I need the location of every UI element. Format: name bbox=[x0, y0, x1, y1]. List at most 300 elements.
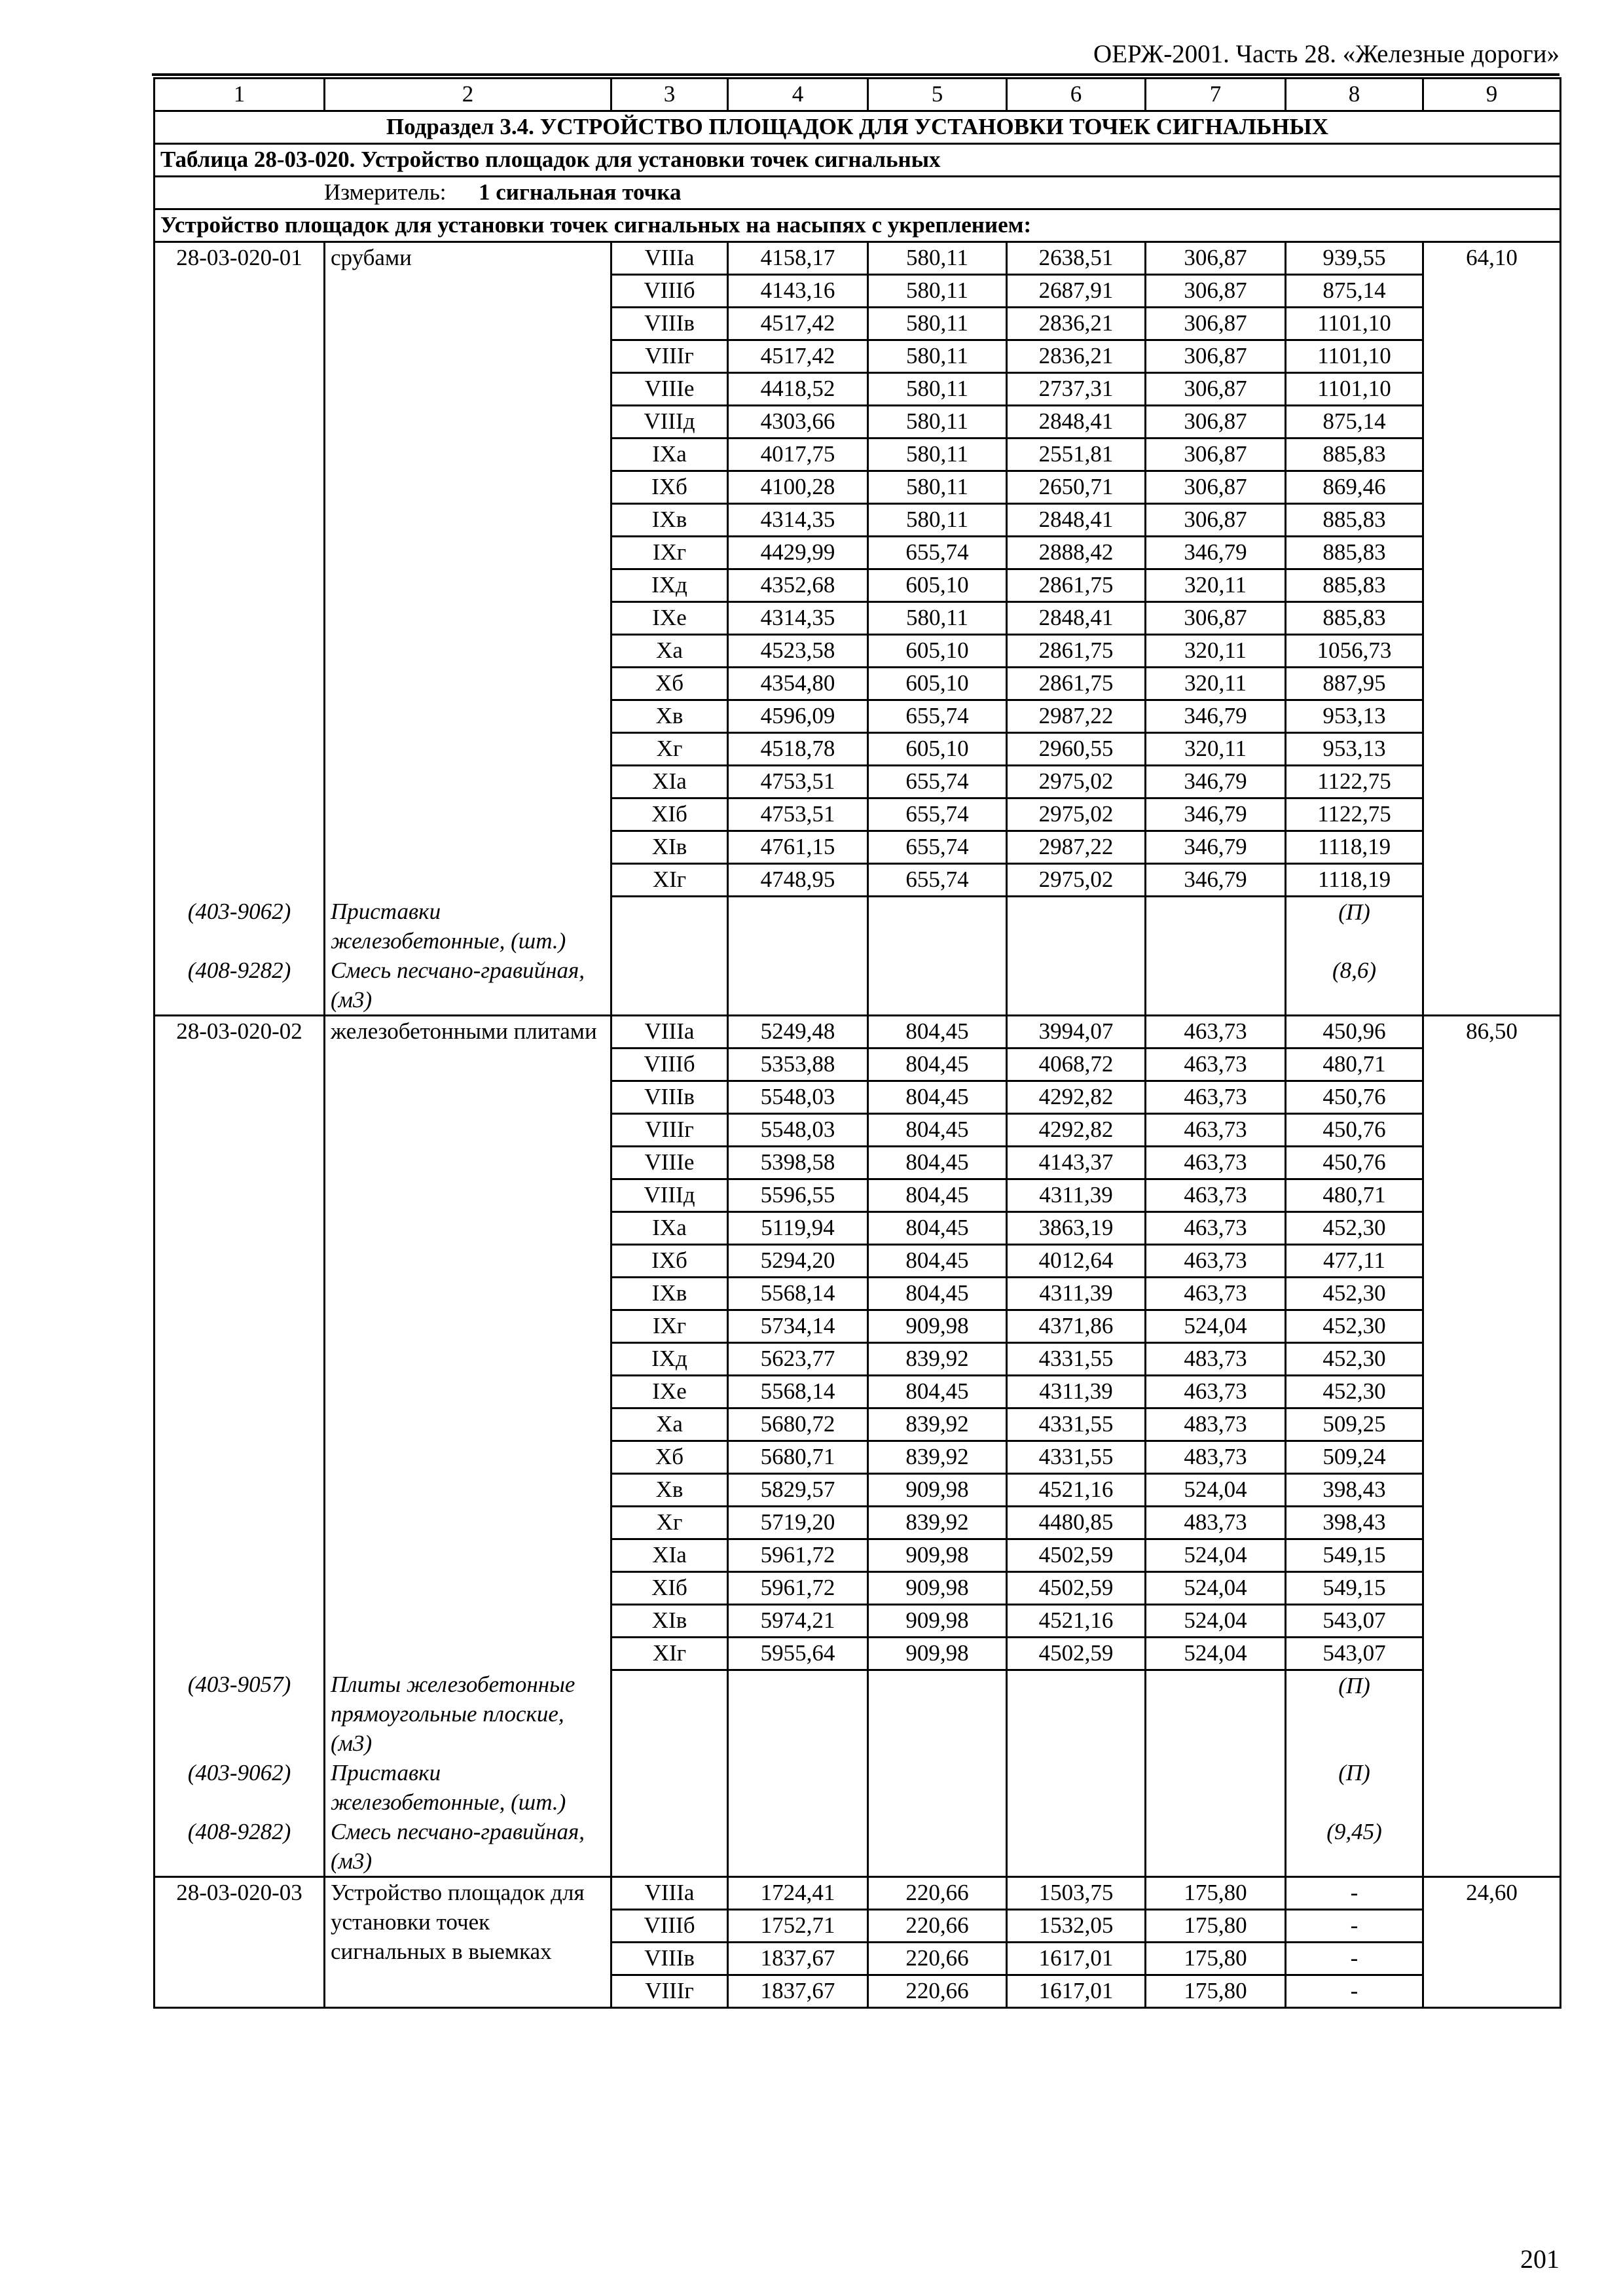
value-cell: 804,45 bbox=[868, 1015, 1007, 1048]
empty-cell bbox=[728, 897, 868, 956]
empty-cell bbox=[1007, 1817, 1146, 1877]
category-cell: IXд bbox=[611, 1342, 728, 1375]
column-number: 2 bbox=[325, 79, 611, 111]
subsection-row bbox=[155, 111, 1561, 144]
value-cell: 4314,35 bbox=[728, 602, 868, 635]
value-cell: 483,73 bbox=[1146, 1342, 1286, 1375]
value-cell: 1837,67 bbox=[728, 1975, 868, 2008]
value-cell: 580,11 bbox=[868, 406, 1007, 439]
value-cell: 953,13 bbox=[1286, 733, 1423, 766]
column-number: 3 bbox=[611, 79, 728, 111]
value-cell: 5974,21 bbox=[728, 1604, 868, 1637]
page-number: 201 bbox=[1520, 2244, 1559, 2274]
value-cell: 306,87 bbox=[1146, 373, 1286, 406]
empty-cell bbox=[728, 1758, 868, 1817]
value-cell: 580,11 bbox=[868, 504, 1007, 537]
value-cell: 483,73 bbox=[1146, 1441, 1286, 1473]
value-cell: 543,07 bbox=[1286, 1604, 1423, 1637]
note-code: (408-9282) bbox=[155, 956, 325, 1016]
value-cell: 463,73 bbox=[1146, 1244, 1286, 1277]
value-cell: 346,79 bbox=[1146, 864, 1286, 897]
column-number: 1 bbox=[155, 79, 325, 111]
value-cell: 605,10 bbox=[868, 635, 1007, 668]
value-cell: 175,80 bbox=[1146, 1877, 1286, 1910]
empty-cell bbox=[728, 956, 868, 1016]
value-cell: 1503,75 bbox=[1007, 1877, 1146, 1910]
empty-cell bbox=[868, 897, 1007, 956]
category-cell: XIа bbox=[611, 1539, 728, 1571]
meter-cell bbox=[155, 177, 1561, 209]
note-code: (403-9057) bbox=[155, 1670, 325, 1758]
value-cell: 4331,55 bbox=[1007, 1408, 1146, 1441]
value-cell: 509,25 bbox=[1286, 1408, 1423, 1441]
category-cell: VIIIе bbox=[611, 373, 728, 406]
category-cell: IXд bbox=[611, 569, 728, 602]
note-code: (408-9282) bbox=[155, 1817, 325, 1877]
category-cell: VIIIа bbox=[611, 242, 728, 275]
note-text: Смесь песчано-гравийная, (м3) bbox=[325, 956, 611, 1016]
value-cell: 346,79 bbox=[1146, 798, 1286, 831]
note-text: Смесь песчано-гравийная, (м3) bbox=[325, 1817, 611, 1877]
value-cell: 5548,03 bbox=[728, 1081, 868, 1113]
value-cell: 839,92 bbox=[868, 1408, 1007, 1441]
value-cell: 524,04 bbox=[1146, 1571, 1286, 1604]
empty-cell bbox=[1007, 897, 1146, 956]
meter-label: Измеритель: bbox=[324, 179, 447, 205]
value-cell: 4143,37 bbox=[1007, 1146, 1146, 1179]
value-cell: 939,55 bbox=[1286, 242, 1423, 275]
value-cell: 804,45 bbox=[868, 1179, 1007, 1211]
value-cell: 5398,58 bbox=[728, 1146, 868, 1179]
value-cell: 909,98 bbox=[868, 1604, 1007, 1637]
value-cell: 5719,20 bbox=[728, 1506, 868, 1539]
value-cell: 4429,99 bbox=[728, 537, 868, 569]
value-cell: 4502,59 bbox=[1007, 1539, 1146, 1571]
category-cell: Xв bbox=[611, 700, 728, 733]
column-number: 5 bbox=[868, 79, 1007, 111]
category-cell: VIIIб bbox=[611, 1048, 728, 1081]
value-cell: 1118,19 bbox=[1286, 831, 1423, 864]
empty-cell bbox=[868, 1758, 1007, 1817]
value-cell: 2551,81 bbox=[1007, 439, 1146, 471]
value-cell: 4017,75 bbox=[728, 439, 868, 471]
value-cell: 869,46 bbox=[1286, 471, 1423, 504]
value-cell: 398,43 bbox=[1286, 1473, 1423, 1506]
value-cell: 885,83 bbox=[1286, 504, 1423, 537]
value-cell: 306,87 bbox=[1146, 439, 1286, 471]
empty-cell bbox=[611, 1670, 728, 1758]
value-cell: 2975,02 bbox=[1007, 864, 1146, 897]
value-cell: 5829,57 bbox=[728, 1473, 868, 1506]
value-cell: 580,11 bbox=[868, 340, 1007, 373]
value-cell: 655,74 bbox=[868, 537, 1007, 569]
meter-value: 1 сигнальная точка bbox=[479, 179, 682, 205]
value-cell: 580,11 bbox=[868, 439, 1007, 471]
note-code: (403-9062) bbox=[155, 1758, 325, 1817]
value-cell: 4521,16 bbox=[1007, 1473, 1146, 1506]
empty-cell bbox=[728, 1670, 868, 1758]
category-cell: Xб bbox=[611, 668, 728, 700]
category-cell: IXб bbox=[611, 471, 728, 504]
category-cell: VIIIб bbox=[611, 1910, 728, 1943]
row-name: железобетонными плитами bbox=[325, 1015, 611, 1670]
column-number: 8 bbox=[1286, 79, 1423, 111]
value-cell: 4753,51 bbox=[728, 766, 868, 798]
value-cell: - bbox=[1286, 1910, 1423, 1943]
note-row bbox=[155, 956, 1561, 1016]
note-value: (П) bbox=[1286, 1670, 1423, 1758]
value-cell: 463,73 bbox=[1146, 1113, 1286, 1146]
row-code: 28-03-020-02 bbox=[155, 1015, 325, 1670]
section-title: Устройство площадок для установки точек сигнальных на насыпях с укреплением: bbox=[155, 209, 1561, 242]
value-cell: 2861,75 bbox=[1007, 668, 1146, 700]
value-cell: 4292,82 bbox=[1007, 1081, 1146, 1113]
category-cell: VIIIв bbox=[611, 308, 728, 340]
value-cell: 5734,14 bbox=[728, 1310, 868, 1342]
note-text: Плиты железобетонные прямоугольные плоские, (м3) bbox=[325, 1670, 611, 1758]
value-cell: 580,11 bbox=[868, 308, 1007, 340]
value-cell: 1101,10 bbox=[1286, 340, 1423, 373]
column-number: 7 bbox=[1146, 79, 1286, 111]
category-cell: XIв bbox=[611, 831, 728, 864]
value-cell: 3863,19 bbox=[1007, 1211, 1146, 1244]
value-cell: 2638,51 bbox=[1007, 242, 1146, 275]
value-cell: 306,87 bbox=[1146, 471, 1286, 504]
value-cell: 4352,68 bbox=[728, 569, 868, 602]
category-cell: Xа bbox=[611, 1408, 728, 1441]
value-cell: 1122,75 bbox=[1286, 766, 1423, 798]
value-cell: 398,43 bbox=[1286, 1506, 1423, 1539]
running-title: ОЕРЖ-2001. Часть 28. «Железные дороги» bbox=[1093, 40, 1559, 68]
row-code: 28-03-020-03 bbox=[155, 1877, 325, 2008]
value-cell: 804,45 bbox=[868, 1244, 1007, 1277]
value-cell: 306,87 bbox=[1146, 406, 1286, 439]
column-numbers-row bbox=[155, 79, 1561, 111]
column-number: 9 bbox=[1423, 79, 1561, 111]
note-text: Приставки железобетонные, (шт.) bbox=[325, 897, 611, 956]
value-cell: 885,83 bbox=[1286, 569, 1423, 602]
value-cell: 804,45 bbox=[868, 1081, 1007, 1113]
value-cell: 452,30 bbox=[1286, 1342, 1423, 1375]
note-value: (8,6) bbox=[1286, 956, 1423, 1016]
value-cell: 320,11 bbox=[1146, 733, 1286, 766]
row-name: срубами bbox=[325, 242, 611, 897]
value-cell: 2960,55 bbox=[1007, 733, 1146, 766]
category-cell: VIIIд bbox=[611, 1179, 728, 1211]
value-cell: 4012,64 bbox=[1007, 1244, 1146, 1277]
value-cell: 450,76 bbox=[1286, 1113, 1423, 1146]
value-cell: 2687,91 bbox=[1007, 275, 1146, 308]
note-row bbox=[155, 897, 1561, 956]
value-cell: 5119,94 bbox=[728, 1211, 868, 1244]
note-text: Приставки железобетонные, (шт.) bbox=[325, 1758, 611, 1817]
value-cell: 1617,01 bbox=[1007, 1975, 1146, 2008]
value-cell: 346,79 bbox=[1146, 766, 1286, 798]
value-cell: 5680,71 bbox=[728, 1441, 868, 1473]
value-cell: 220,66 bbox=[868, 1910, 1007, 1943]
category-cell: XIг bbox=[611, 1637, 728, 1670]
value-cell: 5353,88 bbox=[728, 1048, 868, 1081]
value-cell: 4418,52 bbox=[728, 373, 868, 406]
value-cell: 2987,22 bbox=[1007, 831, 1146, 864]
value-cell: 483,73 bbox=[1146, 1408, 1286, 1441]
value-cell: 909,98 bbox=[868, 1571, 1007, 1604]
value-cell: 885,83 bbox=[1286, 439, 1423, 471]
value-cell: 4523,58 bbox=[728, 635, 868, 668]
value-cell: 655,74 bbox=[868, 864, 1007, 897]
value-cell: 909,98 bbox=[868, 1539, 1007, 1571]
value-cell: 887,95 bbox=[1286, 668, 1423, 700]
empty-cell bbox=[1146, 956, 1286, 1016]
value-cell: 4502,59 bbox=[1007, 1571, 1146, 1604]
value-cell: 2861,75 bbox=[1007, 635, 1146, 668]
category-cell: VIIIа bbox=[611, 1877, 728, 1910]
category-cell: IXв bbox=[611, 1277, 728, 1310]
column-number: 6 bbox=[1007, 79, 1146, 111]
note-value: (П) bbox=[1286, 897, 1423, 956]
value-cell: 346,79 bbox=[1146, 831, 1286, 864]
category-cell: IXа bbox=[611, 439, 728, 471]
category-cell: VIIIг bbox=[611, 340, 728, 373]
category-cell: XIа bbox=[611, 766, 728, 798]
value-cell: 220,66 bbox=[868, 1975, 1007, 2008]
table-row bbox=[155, 1015, 1561, 1048]
value-cell: 839,92 bbox=[868, 1342, 1007, 1375]
price-table bbox=[153, 77, 1561, 2009]
value-cell: 524,04 bbox=[1146, 1310, 1286, 1342]
value-cell: 463,73 bbox=[1146, 1146, 1286, 1179]
value-cell: 524,04 bbox=[1146, 1473, 1286, 1506]
category-cell: IXа bbox=[611, 1211, 728, 1244]
col9-value: 24,60 bbox=[1423, 1877, 1561, 2008]
value-cell: 909,98 bbox=[868, 1637, 1007, 1670]
note-code: (403-9062) bbox=[155, 897, 325, 956]
value-cell: 320,11 bbox=[1146, 668, 1286, 700]
value-cell: 4311,39 bbox=[1007, 1277, 1146, 1310]
value-cell: 1724,41 bbox=[728, 1877, 868, 1910]
value-cell: 2975,02 bbox=[1007, 766, 1146, 798]
category-cell: IXг bbox=[611, 1310, 728, 1342]
value-cell: 605,10 bbox=[868, 569, 1007, 602]
value-cell: 875,14 bbox=[1286, 275, 1423, 308]
value-cell: 655,74 bbox=[868, 700, 1007, 733]
value-cell: 452,30 bbox=[1286, 1375, 1423, 1408]
value-cell: 175,80 bbox=[1146, 1910, 1286, 1943]
value-cell: 4371,86 bbox=[1007, 1310, 1146, 1342]
category-cell: IXе bbox=[611, 1375, 728, 1408]
value-cell: 483,73 bbox=[1146, 1506, 1286, 1539]
note-row bbox=[155, 1670, 1561, 1758]
value-cell: 463,73 bbox=[1146, 1179, 1286, 1211]
note-row bbox=[155, 1758, 1561, 1817]
category-cell: Xг bbox=[611, 1506, 728, 1539]
value-cell: 2848,41 bbox=[1007, 406, 1146, 439]
value-cell: 2987,22 bbox=[1007, 700, 1146, 733]
value-cell: - bbox=[1286, 1943, 1423, 1975]
empty-cell bbox=[611, 1817, 728, 1877]
value-cell: 4761,15 bbox=[728, 831, 868, 864]
value-cell: 804,45 bbox=[868, 1146, 1007, 1179]
value-cell: 4331,55 bbox=[1007, 1342, 1146, 1375]
value-cell: 306,87 bbox=[1146, 504, 1286, 537]
value-cell: 5568,14 bbox=[728, 1375, 868, 1408]
value-cell: 463,73 bbox=[1146, 1211, 1286, 1244]
note-value: (П) bbox=[1286, 1758, 1423, 1817]
value-cell: 4521,16 bbox=[1007, 1604, 1146, 1637]
category-cell: VIIIд bbox=[611, 406, 728, 439]
value-cell: 5294,20 bbox=[728, 1244, 868, 1277]
value-cell: 450,76 bbox=[1286, 1146, 1423, 1179]
category-cell: IXг bbox=[611, 537, 728, 569]
value-cell: 4354,80 bbox=[728, 668, 868, 700]
value-cell: 463,73 bbox=[1146, 1081, 1286, 1113]
value-cell: 4753,51 bbox=[728, 798, 868, 831]
category-cell: XIв bbox=[611, 1604, 728, 1637]
value-cell: 480,71 bbox=[1286, 1048, 1423, 1081]
col9-value: 86,50 bbox=[1423, 1015, 1561, 1877]
value-cell: 480,71 bbox=[1286, 1179, 1423, 1211]
value-cell: 839,92 bbox=[868, 1506, 1007, 1539]
value-cell: 2861,75 bbox=[1007, 569, 1146, 602]
note-value: (9,45) bbox=[1286, 1817, 1423, 1877]
empty-cell bbox=[611, 1758, 728, 1817]
value-cell: 839,92 bbox=[868, 1441, 1007, 1473]
value-cell: 175,80 bbox=[1146, 1943, 1286, 1975]
value-cell: 2836,21 bbox=[1007, 340, 1146, 373]
value-cell: 549,15 bbox=[1286, 1539, 1423, 1571]
value-cell: 4158,17 bbox=[728, 242, 868, 275]
value-cell: 885,83 bbox=[1286, 602, 1423, 635]
value-cell: 175,80 bbox=[1146, 1975, 1286, 2008]
value-cell: 509,24 bbox=[1286, 1441, 1423, 1473]
value-cell: 450,96 bbox=[1286, 1015, 1423, 1048]
category-cell: VIIIб bbox=[611, 275, 728, 308]
value-cell: 3994,07 bbox=[1007, 1015, 1146, 1048]
value-cell: 1617,01 bbox=[1007, 1943, 1146, 1975]
empty-cell bbox=[868, 1817, 1007, 1877]
empty-cell bbox=[1146, 1817, 1286, 1877]
value-cell: 549,15 bbox=[1286, 1571, 1423, 1604]
value-cell: 306,87 bbox=[1146, 242, 1286, 275]
value-cell: 5680,72 bbox=[728, 1408, 868, 1441]
value-cell: 5596,55 bbox=[728, 1179, 868, 1211]
category-cell: IXб bbox=[611, 1244, 728, 1277]
value-cell: 580,11 bbox=[868, 602, 1007, 635]
category-cell: VIIIг bbox=[611, 1113, 728, 1146]
value-cell: 4480,85 bbox=[1007, 1506, 1146, 1539]
section-row bbox=[155, 209, 1561, 242]
table-title: Таблица 28-03-020. Устройство площадок для установки точек сигнальных bbox=[155, 144, 1561, 177]
value-cell: 4502,59 bbox=[1007, 1637, 1146, 1670]
value-cell: 5961,72 bbox=[728, 1539, 868, 1571]
value-cell: 605,10 bbox=[868, 733, 1007, 766]
empty-cell bbox=[611, 956, 728, 1016]
value-cell: 804,45 bbox=[868, 1277, 1007, 1310]
value-cell: 5568,14 bbox=[728, 1277, 868, 1310]
empty-cell bbox=[868, 1670, 1007, 1758]
row-name: Устройство площадок для установки точек сигнальных в выемках bbox=[325, 1877, 611, 2008]
value-cell: 463,73 bbox=[1146, 1277, 1286, 1310]
value-cell: 4517,42 bbox=[728, 308, 868, 340]
value-cell: 2650,71 bbox=[1007, 471, 1146, 504]
value-cell: 580,11 bbox=[868, 242, 1007, 275]
value-cell: 346,79 bbox=[1146, 700, 1286, 733]
category-cell: Xв bbox=[611, 1473, 728, 1506]
category-cell: XIг bbox=[611, 864, 728, 897]
header-rule bbox=[152, 73, 1559, 76]
value-cell: 655,74 bbox=[868, 831, 1007, 864]
value-cell: 5623,77 bbox=[728, 1342, 868, 1375]
value-cell: 580,11 bbox=[868, 471, 1007, 504]
value-cell: 2888,42 bbox=[1007, 537, 1146, 569]
value-cell: 220,66 bbox=[868, 1877, 1007, 1910]
value-cell: 306,87 bbox=[1146, 308, 1286, 340]
row-code: 28-03-020-01 bbox=[155, 242, 325, 897]
value-cell: 450,76 bbox=[1286, 1081, 1423, 1113]
value-cell: 346,79 bbox=[1146, 537, 1286, 569]
value-cell: 4517,42 bbox=[728, 340, 868, 373]
empty-cell bbox=[1007, 1758, 1146, 1817]
value-cell: 1532,05 bbox=[1007, 1910, 1146, 1943]
value-cell: 804,45 bbox=[868, 1375, 1007, 1408]
empty-cell bbox=[1146, 1758, 1286, 1817]
category-cell: Xб bbox=[611, 1441, 728, 1473]
value-cell: 320,11 bbox=[1146, 569, 1286, 602]
value-cell: 1837,67 bbox=[728, 1943, 868, 1975]
value-cell: 452,30 bbox=[1286, 1211, 1423, 1244]
value-cell: 804,45 bbox=[868, 1048, 1007, 1081]
value-cell: 4143,16 bbox=[728, 275, 868, 308]
empty-cell bbox=[1007, 1670, 1146, 1758]
value-cell: 452,30 bbox=[1286, 1277, 1423, 1310]
value-cell: 4596,09 bbox=[728, 700, 868, 733]
value-cell: 909,98 bbox=[868, 1310, 1007, 1342]
category-cell: VIIIа bbox=[611, 1015, 728, 1048]
value-cell: 655,74 bbox=[868, 798, 1007, 831]
category-cell: IXв bbox=[611, 504, 728, 537]
value-cell: 463,73 bbox=[1146, 1375, 1286, 1408]
note-row bbox=[155, 1817, 1561, 1877]
value-cell: - bbox=[1286, 1877, 1423, 1910]
value-cell: 4311,39 bbox=[1007, 1179, 1146, 1211]
value-cell: 4100,28 bbox=[728, 471, 868, 504]
value-cell: 306,87 bbox=[1146, 602, 1286, 635]
category-cell: IXе bbox=[611, 602, 728, 635]
value-cell: 4748,95 bbox=[728, 864, 868, 897]
category-cell: Xг bbox=[611, 733, 728, 766]
value-cell: 5249,48 bbox=[728, 1015, 868, 1048]
value-cell: 452,30 bbox=[1286, 1310, 1423, 1342]
category-cell: VIIIв bbox=[611, 1081, 728, 1113]
category-cell: XIб bbox=[611, 1571, 728, 1604]
value-cell: 1752,71 bbox=[728, 1910, 868, 1943]
value-cell: 885,83 bbox=[1286, 537, 1423, 569]
empty-cell bbox=[1146, 897, 1286, 956]
value-cell: 953,13 bbox=[1286, 700, 1423, 733]
value-cell: 875,14 bbox=[1286, 406, 1423, 439]
category-cell: VIIIе bbox=[611, 1146, 728, 1179]
value-cell: 804,45 bbox=[868, 1211, 1007, 1244]
value-cell: 1122,75 bbox=[1286, 798, 1423, 831]
value-cell: 580,11 bbox=[868, 373, 1007, 406]
value-cell: 306,87 bbox=[1146, 340, 1286, 373]
value-cell: 804,45 bbox=[868, 1113, 1007, 1146]
value-cell: 320,11 bbox=[1146, 635, 1286, 668]
value-cell: 477,11 bbox=[1286, 1244, 1423, 1277]
value-cell: 2737,31 bbox=[1007, 373, 1146, 406]
value-cell: 220,66 bbox=[868, 1943, 1007, 1975]
value-cell: 2848,41 bbox=[1007, 602, 1146, 635]
